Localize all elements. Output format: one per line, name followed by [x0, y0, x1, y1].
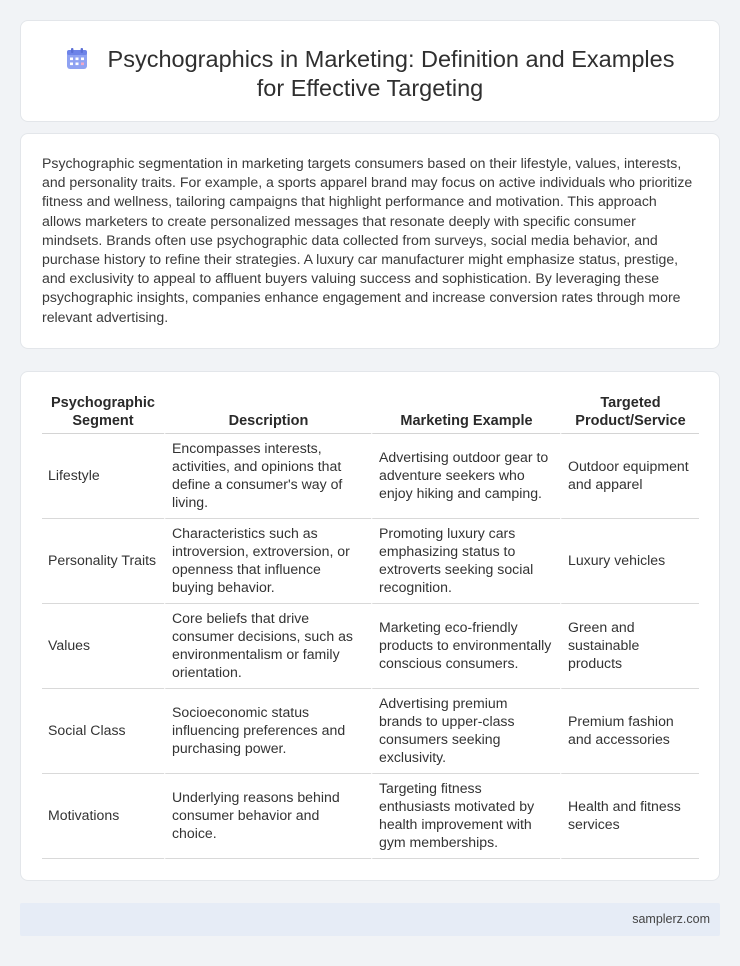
table-header-row — [42, 394, 699, 434]
cell-description: Encompasses interests, activities, and opinions that define a consumer's way of living. — [164, 434, 371, 519]
cell-product: Outdoor equipment and apparel — [560, 434, 699, 519]
cell-segment: Lifestyle — [42, 434, 164, 519]
summary-paragraph: Psychographic segmentation in marketing targets consumers based on their lifestyle, values, interests, and personality traits. For example, a sports apparel brand may focus on active individuals who prioritize fitness and wellness, tailoring campaigns that highlight performance and motivation. This approach allows marketers to create personalized messages that resonate deeply with specific consumer mindsets. Brands often use psychographic data collected from surveys, social media behavior, and purchase history to refine their strategies. A luxury car manufacturer might emphasize status, prestige, and exclusivity to appeal to affluent buyers valuing success and sophistication. By leveraging these psychographic insights, companies enhance engagement and increase conversion rates through more relevant advertising. — [42, 155, 693, 325]
summary-card — [20, 133, 720, 349]
segments-table — [42, 394, 699, 859]
table-row — [42, 434, 699, 519]
page-title — [21, 45, 719, 103]
cell-product: Luxury vehicles — [560, 519, 699, 604]
cell-product: Premium fashion and accessories — [560, 689, 699, 774]
cell-segment: Values — [42, 604, 164, 689]
title-line-2: for Effective Targeting — [256, 75, 484, 101]
footer-site-link[interactable]: samplerz.com — [632, 912, 710, 926]
cell-example: Advertising premium brands to upper-class consumers seeking exclusivity. — [371, 689, 560, 774]
cell-product: Health and fitness services — [560, 774, 699, 859]
table-row — [42, 689, 699, 774]
cell-example: Promoting luxury cars emphasizing status to extroverts seeking social recognition. — [371, 519, 560, 604]
header-segment: Psychographic Segment — [42, 394, 164, 434]
cell-description: Characteristics such as introversion, extroversion, or openness that influence buying behavior. — [164, 519, 371, 604]
cell-segment: Personality Traits — [42, 519, 164, 604]
cell-product: Green and sustainable products — [560, 604, 699, 689]
header-description: Description — [164, 394, 371, 434]
cell-example: Marketing eco-friendly products to environmentally conscious consumers. — [371, 604, 560, 689]
cell-description: Socioeconomic status influencing preferences and purchasing power. — [164, 689, 371, 774]
table-row — [42, 604, 699, 689]
header-example: Marketing Example — [371, 394, 560, 434]
header-product: Targeted Product/Service — [560, 394, 699, 434]
table-row — [42, 774, 699, 859]
cell-description: Underlying reasons behind consumer behavior and choice. — [164, 774, 371, 859]
footer-bar — [20, 903, 720, 936]
table-card — [20, 371, 720, 881]
title-card — [20, 20, 720, 122]
cell-example: Advertising outdoor gear to adventure seekers who enjoy hiking and camping. — [371, 434, 560, 519]
cell-segment: Social Class — [42, 689, 164, 774]
cell-segment: Motivations — [42, 774, 164, 859]
calendar-icon — [66, 48, 88, 70]
title-line-1: Psychographics in Marketing: Definition and Examples — [107, 46, 675, 72]
cell-example: Targeting fitness enthusiasts motivated by health improvement with gym memberships. — [371, 774, 560, 859]
table-row — [42, 519, 699, 604]
cell-description: Core beliefs that drive consumer decisions, such as environmentalism or family orientation. — [164, 604, 371, 689]
